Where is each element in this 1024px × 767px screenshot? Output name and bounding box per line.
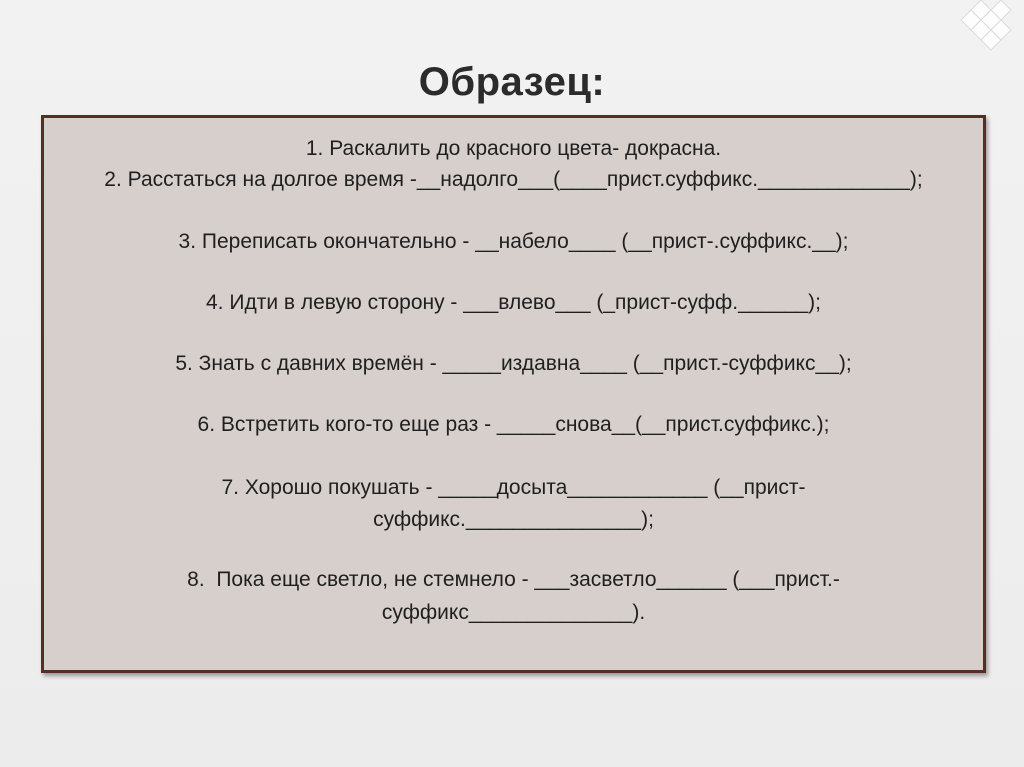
exercise-line-7a: 7. Хорошо покушать - _____досыта____________ (__прист- [221,476,806,499]
exercise-line-3: 3. Переписать окончательно - __набело____ (__прист-.суффикс.__); [178,230,849,253]
exercise-line-6: 6. Встретить кого-то еще раз - _____снова__(__прист.суффикс.); [197,413,830,436]
exercise-line-1: 1. Раскалить до красного цвета- докрасна. [305,137,722,160]
exercise-line-7b: суффикс._______________); [373,508,654,531]
page-title: Образец: [418,60,606,104]
exercise-line-2: 2. Расстаться на долгое время -__надолго___(____прист.суффикс._____________); [104,168,923,191]
exercise-line-4: 4. Идти в левую сторону - ___влево___ (_прист-суфф.______); [206,291,821,314]
exercise-line-5: 5. Знать с давних времён - _____издавна____ (__прист.-суффикс__); [175,352,852,375]
corner-diamond-pattern-icon [946,0,1016,60]
exercise-line-8b: суффикс______________). [381,601,646,624]
exercise-panel [41,115,986,673]
exercise-line-8a: 8. Пока еще светло, не стемнело - ___засветло______ (___прист.- [187,568,840,591]
